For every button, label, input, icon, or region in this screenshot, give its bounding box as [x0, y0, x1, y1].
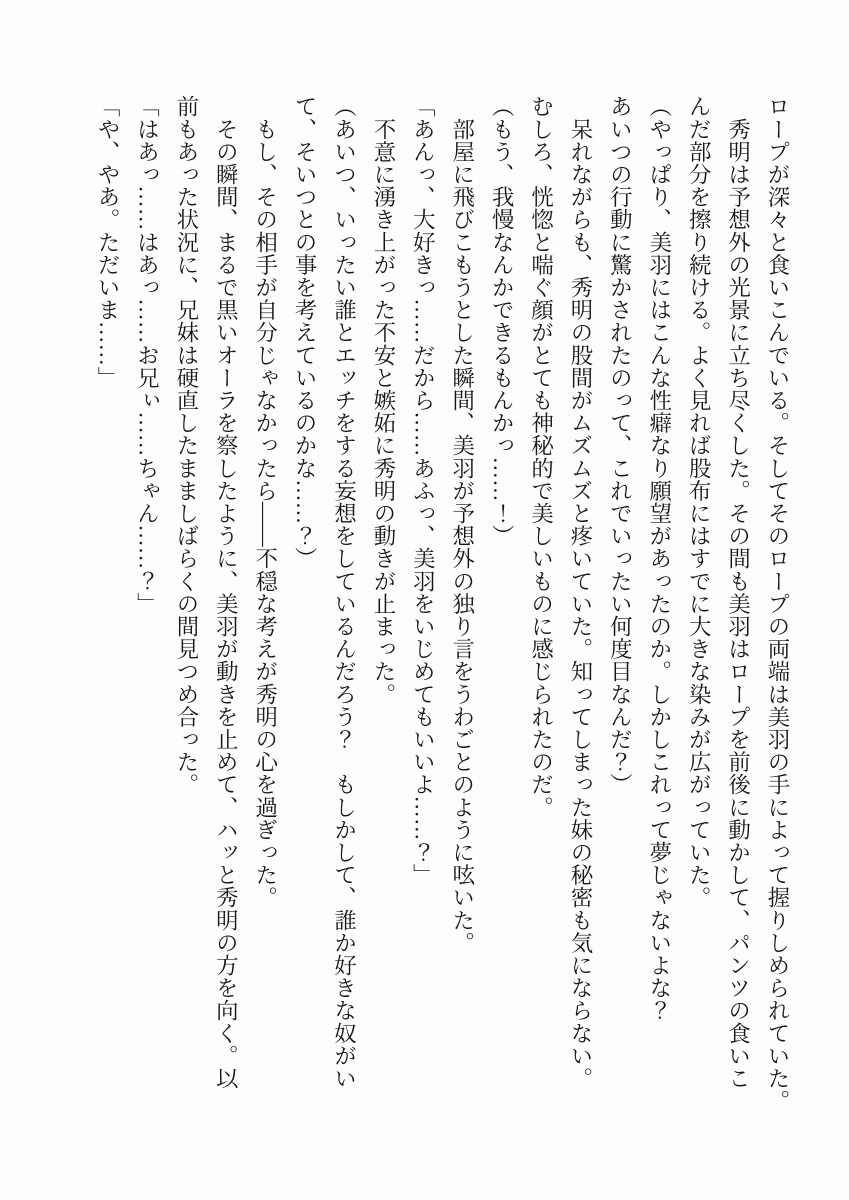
text-line: （あいつ、いったい誰とエッチをする妄想をしているんだろう？ もしかして、誰か好きな奴がい [331, 95, 357, 1090]
text-line: ロープが深々と食いこんでいる。そしてそのロープの両端は美羽の手によって握りしめられていた。 [765, 95, 790, 1112]
text-line: もし、その相手が自分じゃなかったら――不穏な考えが秀明の心を過ぎった。 [252, 95, 278, 909]
text-line: んだ部分を擦り続ける。よく見れば股布にはすでに大きな染みが広がっていた。 [686, 95, 712, 909]
text-line: （もう、我慢なんかできるもんかっ……！） [489, 95, 515, 547]
text-line: 呆れながらも、秀明の股間がムズムズと疼いていた。知ってしまった妹の秘密も気にならない。 [567, 95, 593, 1090]
text-line: （やっぱり、美羽にはこんな性癖なり願望があったのか。しかしこれって夢じゃないよな？ [646, 95, 672, 1022]
text-line: 「あんっ、大好きっ……だから……あふっ、美羽をいじめてもいいよ……？」 [410, 95, 436, 886]
text-line: あいつの行動に驚かされたのって、これでいったい何度目なんだ？） [607, 95, 633, 796]
text-line: て、そいつとの事を考えているのかな……？） [292, 95, 318, 570]
vertical-text-block [88, 95, 797, 1127]
text-line: 前もあった状況に、兄妹は硬直したまましばらくの間見つめ合った。 [173, 95, 199, 796]
text-line: 「はあっ……はあっ……お兄ぃ……ちゃん……？」 [134, 95, 160, 615]
text-line: 不意に湧き上がった不安と嫉妬に秀明の動きが止まった。 [370, 95, 396, 706]
text-line: 秀明は予想外の光景に立ち尽くした。その間も美羽はロープを前後に動かして、パンツの食いこ [725, 95, 751, 1090]
text-line: その瞬間、まるで黒いオーラを察したように、美羽が動きを止めて、ハッと秀明の方を向く。以 [213, 95, 239, 1090]
text-line: むしろ、恍惚と喘ぐ顔がとても神秘的で美しいものに感じられたのだ。 [528, 95, 554, 819]
text-line: 部屋に飛びこもうとした瞬間、美羽が予想外の独り言をうわごとのように呟いた。 [449, 95, 475, 954]
text-line: 「や、やあ。ただいま……」 [95, 95, 121, 389]
